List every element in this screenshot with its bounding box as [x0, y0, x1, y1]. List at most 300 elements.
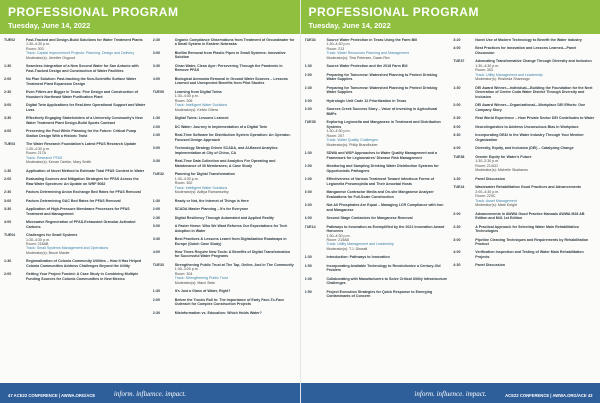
- session-code: TUE03: [4, 142, 16, 147]
- session-meta: 1:30–4:30 p.m.: [26, 146, 50, 151]
- session-details: [26, 142, 147, 164]
- session-code: 4:30: [453, 263, 461, 268]
- session-code: 2:30: [152, 215, 160, 220]
- session-title: Preserving the Pool While Planning for the Future: Critical Pump Station Design With a Historic Twist: [26, 129, 137, 138]
- session-item: [453, 185, 596, 207]
- session-item: [305, 38, 448, 60]
- page-number: 47 ACE22 CONFERENCE | AWWA.ORG/ACE: [8, 393, 96, 398]
- session-code: 3:00: [453, 124, 461, 129]
- session-details: [475, 250, 596, 259]
- session-item: [4, 220, 147, 229]
- header-banner: [301, 0, 600, 34]
- session-details: [26, 169, 147, 173]
- session-title: Seamless Integration of a New Second Water for San Antonio with Fast-Tracked Design and Construction of Water Facilities: [26, 64, 139, 73]
- page-date: Tuesday, June 14, 2022: [308, 21, 391, 30]
- session-details: [327, 99, 448, 103]
- session-details: [475, 103, 596, 112]
- session-code: 2:30: [152, 133, 160, 138]
- session-item: [453, 116, 596, 120]
- session-code: 2:30: [304, 276, 312, 281]
- session-item: [305, 190, 448, 199]
- session-item: [153, 133, 296, 142]
- session-item: [153, 64, 296, 73]
- session-track: Track: Water Quality Challenges: [326, 138, 378, 143]
- session-item: [305, 255, 448, 259]
- session-item: [153, 263, 296, 285]
- session-details: [175, 224, 296, 233]
- session-item: [453, 263, 596, 267]
- session-title: SDWA and WSP Approaches to Water Quality Management and a Framework for Legionnaires' Disease Risk Management: [326, 151, 438, 160]
- session-details: [175, 146, 296, 155]
- session-title: Hydrologic Unit Code 12 Prioritization in Texas: [326, 98, 407, 103]
- session-details: [475, 212, 596, 221]
- session-item: [453, 125, 596, 129]
- session-item: [453, 103, 596, 112]
- session-details: [327, 255, 448, 259]
- session-code: 2:00: [152, 124, 160, 129]
- session-details: [175, 298, 296, 307]
- session-title: Factors Determining Anion Exchange Bed Rates for PFAS Removal: [26, 190, 141, 195]
- session-meta: Room: 215AB: [326, 237, 349, 242]
- session-details: [327, 177, 448, 186]
- session-meta: 1:30–4:30 p.m.: [26, 237, 50, 242]
- session-meta: 1:30–4:30 p.m.: [26, 42, 50, 47]
- session-details: [175, 133, 296, 142]
- session-details: [327, 38, 448, 60]
- session-code: 2:00: [4, 177, 12, 182]
- session-title: Biological Ammonia Removal in Ground Water Sources – Lessons Learned and Unexpected Benefits from Pilot Studies: [174, 76, 288, 86]
- session-code: 2:00: [453, 103, 461, 108]
- session-item: [305, 203, 448, 212]
- session-details: [175, 250, 296, 259]
- session-details: [175, 172, 296, 194]
- session-title: Factors Determining GAC Bed Rates for PFAS Removal: [26, 198, 121, 203]
- session-item: [305, 99, 448, 103]
- session-code: 3:00: [4, 103, 12, 108]
- session-code: 3:00: [152, 224, 160, 229]
- session-code: 1:30: [453, 176, 461, 181]
- session-details: [327, 86, 448, 95]
- session-details: [175, 77, 296, 86]
- session-code: TUE33: [152, 262, 164, 267]
- session-item: [153, 77, 296, 86]
- session-code: TUE32: [152, 172, 164, 177]
- session-item: [4, 38, 147, 60]
- session-title: Digital Resiliency Through Automated and Applied Reality: [174, 215, 274, 220]
- session-meta: 1:30–4:30 p.m.: [174, 94, 199, 99]
- session-details: [327, 264, 448, 273]
- session-title: Diversity, Equity, and Inclusion (DEI) – Catalyzing Change: [475, 146, 574, 151]
- session-details: [26, 220, 147, 229]
- session-title: Microwave Regeneration of PFAS-Exhausted Granular Activated Carbons: [26, 220, 136, 229]
- session-item: [153, 216, 296, 220]
- session-item: [453, 86, 596, 99]
- session-title: A Faster Horse: Who We Want Reforms Our Expectations for Tech Adoption in Water: [174, 224, 288, 233]
- session-meta: Room: 229C: [475, 194, 496, 199]
- session-title: Wastewater Rehabilitation Good Practices and Advancements: [475, 185, 582, 190]
- session-track: Track: Strengthening Public Trust: [174, 276, 228, 281]
- session-code: 3:30: [152, 159, 160, 164]
- session-code: 4:00: [152, 249, 160, 254]
- session-details: [26, 77, 147, 86]
- session-code: 2:30: [453, 116, 461, 121]
- session-title: Strengthening Public Trust at The Tap, Online, And in The Community: [174, 262, 294, 267]
- session-title: Panel Discussion: [475, 263, 506, 268]
- session-code: 1:30: [4, 168, 12, 173]
- session-code: 3:00: [304, 190, 312, 195]
- session-title: Verification Inspection and Testing of Water Main Rehabilitation Projects: [475, 250, 584, 259]
- session-item: [453, 46, 596, 55]
- session-code: 4:00: [453, 46, 461, 51]
- session-item: [453, 155, 596, 173]
- session-meta: Room: 303: [26, 46, 44, 51]
- session-track: Track: Small Systems Management and Operations: [26, 246, 109, 251]
- session-item: [153, 38, 296, 47]
- session-code: 2:30: [4, 90, 12, 95]
- session-details: [475, 86, 596, 99]
- session-title: Second Stage Contactors for Manganese Removal: [326, 216, 413, 221]
- session-code: 2:00: [304, 164, 312, 169]
- session-track: Track: Utility Management and Leadership: [475, 72, 543, 77]
- session-title: Effectively Engaging Stakeholders of a University Community's New Water Treatment Plant Design-Build Sports Contract: [26, 116, 143, 125]
- session-meta: Room: 216AB: [26, 241, 49, 246]
- tagline: inform. influence. impact.: [414, 390, 487, 398]
- session-details: [26, 207, 147, 216]
- session-code: 2:50: [304, 289, 312, 294]
- session-code: 1:30: [4, 64, 12, 69]
- session-details: [175, 51, 296, 60]
- session-details: [175, 311, 296, 315]
- session-title: Sources Creek Success Story – Value of Investing in Agricultural BMPs: [326, 107, 438, 116]
- session-title: Getting Your Project Funded: A Case Study in Combining Multiple Funding Sources for Colonia Communities in New Mexico: [26, 272, 139, 281]
- session-title: The Water Research Foundation's Latest PFAS Research Update: [26, 142, 137, 147]
- session-meta: 1:30–2:30 p.m.: [475, 159, 500, 164]
- session-meta: Moderator(s): Michelle Skarlanes: [475, 168, 528, 173]
- session-item: [4, 233, 147, 255]
- session-title: Exploring Legionella and Manganese in Treatment and Distribution Systems: [326, 120, 441, 129]
- session-item: [453, 146, 596, 150]
- session-title: Technology Strategy Driven SCADA, and AI-Based Analytics Implementation at City of Chino, CA: [174, 146, 278, 155]
- session-item: [4, 190, 147, 194]
- session-track: Track: Asset Management: [475, 198, 517, 203]
- session-item: [305, 177, 448, 186]
- session-title: Source Water Protection in Texas Using the Farm Bill: [326, 38, 418, 42]
- session-meta: Moderator(s): Bruce Macler: [26, 250, 70, 255]
- session-code: 3:00: [453, 237, 461, 242]
- session-code: TUE24: [453, 185, 465, 190]
- session-item: [305, 164, 448, 173]
- session-meta: Room: 207: [326, 133, 345, 138]
- session-details: [175, 116, 296, 120]
- session-title: Introduction: Pathways to Innovation: [326, 255, 390, 260]
- session-details: [26, 272, 147, 281]
- session-details: [327, 203, 448, 212]
- session-item: [453, 212, 596, 221]
- session-details: [327, 277, 448, 286]
- session-item: [453, 225, 596, 234]
- header-banner: [0, 0, 300, 34]
- session-meta: Moderator(s): T.J. Dinwall: [326, 246, 368, 251]
- session-title: Challenges for Small Systems: [26, 233, 78, 238]
- session-title: Before the Trucks Roll In: The Importance of Early Face-To-Face Outreach for Complex Construction Projects: [174, 297, 285, 307]
- session-item: [4, 103, 147, 112]
- session-meta: 1:30–4:30 p.m.: [326, 129, 351, 134]
- session-code: 2:00: [453, 211, 461, 216]
- session-details: [26, 177, 147, 186]
- session-code: 3:30: [304, 107, 312, 112]
- session-title: Gender Equity for Water's Future: [475, 154, 532, 159]
- session-code: 2:30: [304, 177, 312, 182]
- session-details: [26, 190, 147, 194]
- session-details: [475, 59, 596, 81]
- session-details: [475, 116, 596, 120]
- session-code: 3:30: [4, 207, 12, 212]
- session-details: [26, 259, 147, 268]
- session-code: 3:00: [152, 146, 160, 151]
- session-code: 1:30: [453, 85, 461, 90]
- session-meta: Moderator(s): Aditya Ramamurthy: [174, 190, 229, 195]
- session-title: Collaborating with Manufacturers to Solve Critical Utility Infrastructure Challenges: [326, 276, 448, 286]
- session-meta: Room: 214CD: [475, 163, 499, 168]
- session-title: SCADA Master Planning – It's for Everyone: [174, 207, 249, 212]
- session-item: [305, 290, 448, 299]
- session-details: [327, 64, 448, 68]
- session-item: [305, 151, 448, 160]
- session-title: Digital Twins: Lessons Learned: [174, 116, 229, 121]
- session-item: [153, 146, 296, 155]
- session-item: [153, 125, 296, 129]
- session-item: [153, 207, 296, 211]
- right-column-1: [305, 38, 448, 381]
- session-title: Best Practices & Lessons Learnt from Digitalization Roadmaps in Europe (Dutch Case Study): [174, 237, 287, 246]
- session-details: [475, 125, 596, 129]
- session-title: Ready or Not, the Internet of Things is Here: [174, 198, 249, 203]
- session-code: TUE05: [152, 89, 164, 94]
- page-date: Tuesday, June 14, 2022: [8, 21, 91, 30]
- session-title: Effectiveness of Various Treatment Toward Infectious Forms of Legionella Pneumophila and Their Amoebal Hosts: [326, 177, 435, 186]
- session-item: [4, 64, 147, 73]
- session-item: [453, 59, 596, 81]
- session-details: [26, 129, 147, 138]
- session-item: [153, 250, 296, 259]
- session-details: [26, 38, 147, 60]
- session-item: [453, 238, 596, 247]
- session-meta: 1:30–4:30 p.m.: [326, 42, 351, 47]
- session-code: 4:00: [4, 129, 12, 134]
- session-code: 1:30: [304, 64, 312, 69]
- session-details: [475, 238, 596, 247]
- session-item: [453, 250, 596, 259]
- session-meta: 2:00–4:30 p.m.: [475, 189, 500, 194]
- right-column-2: [453, 38, 596, 381]
- session-item: [4, 272, 147, 281]
- session-details: [175, 237, 296, 246]
- session-code: 2:30: [152, 38, 160, 42]
- session-details: [475, 146, 596, 150]
- session-item: [153, 90, 296, 112]
- session-item: [153, 159, 296, 168]
- session-code: 3:30: [152, 63, 160, 68]
- session-code: 1:30: [4, 259, 12, 264]
- session-details: [327, 190, 448, 199]
- session-item: [4, 142, 147, 164]
- session-code: 2:00: [152, 297, 160, 302]
- session-code: 2:00: [152, 207, 160, 212]
- session-code: 2:00: [304, 72, 312, 77]
- session-details: [475, 263, 596, 267]
- session-code: 1:30: [152, 289, 160, 294]
- left-column-1: [4, 38, 147, 381]
- session-title: Biofilm Removal from Plastic Pipes in Small Systems: Innovative Solution: [174, 50, 286, 60]
- session-meta: Room: 302: [174, 181, 193, 186]
- session-meta: 1:30–4:30 p.m.: [326, 233, 351, 238]
- session-details: [327, 164, 448, 173]
- session-title: Advancements in AWWA Good Practice Manuals AWWA M28 AB Edition and M41 1st Edition: [475, 211, 585, 221]
- session-title: Advocating Transformative Change Through Diversity and Inclusion: [475, 59, 592, 64]
- session-code: 3:00: [152, 50, 160, 55]
- session-code: 3:20: [453, 38, 461, 42]
- session-details: [175, 90, 296, 112]
- session-details: [475, 133, 596, 142]
- session-item: [4, 129, 147, 138]
- session-item: [4, 199, 147, 203]
- session-code: 4:00: [453, 146, 461, 151]
- session-code: 1:30: [304, 255, 312, 260]
- session-title: Fast-Tracked and Design-Build Solutions for Water Treatment Plants: [26, 38, 143, 42]
- session-title: Not All Phosphates Are Equal – Managing LCR Compliance with Iron and Manganese: [326, 203, 444, 212]
- session-title: Evaluating Sources and Mitigation Strategies for PFAS Across the Raw Water Spectrum: An Update on WRF 5082: [26, 177, 139, 186]
- footer-bar: [301, 383, 600, 403]
- session-title: Real-Time Data Collection and Analytics For Operating and Maintenance of 30 Membranes; A Case Study: [174, 159, 276, 168]
- session-code: TUE38: [453, 154, 465, 159]
- session-title: Misinformation vs. Education: Which Holds Water?: [174, 310, 262, 315]
- session-item: [153, 311, 296, 315]
- session-details: [475, 185, 596, 207]
- session-details: [175, 64, 296, 73]
- session-title: Panel Discussion: [475, 176, 506, 181]
- session-item: [453, 133, 596, 142]
- page-title: PROFESSIONAL PROGRAM: [308, 5, 479, 19]
- session-item: [4, 169, 147, 173]
- session-meta: 1:30–4:30 p.m.: [475, 63, 500, 68]
- session-details: [175, 125, 296, 129]
- session-track: Track: Research PFAS: [26, 155, 63, 160]
- session-title: Neurolinguistics to Address Unconscious Bias in Workplace: [475, 124, 579, 129]
- session-item: [4, 116, 147, 125]
- footer-bar: [0, 383, 300, 403]
- session-code: 3:30: [453, 133, 461, 138]
- session-item: [153, 289, 296, 293]
- session-details: [327, 120, 448, 147]
- session-title: Regionalization of Colonia Community Utilities – How It Has Helped Colonia Communities Address Challenges Beyond the Utility: [26, 259, 142, 268]
- session-details: [327, 107, 448, 116]
- tagline: inform. influence. impact.: [113, 390, 187, 398]
- session-title: Planning for Digital Transformation: [174, 172, 235, 177]
- session-details: [475, 38, 596, 42]
- session-code: 3:30: [152, 237, 160, 242]
- session-item: [305, 225, 448, 252]
- session-code: 2:00: [4, 272, 12, 277]
- session-meta: Room: 213: [326, 46, 345, 51]
- session-meta: Room: 206: [174, 98, 193, 103]
- session-details: [327, 151, 448, 160]
- session-meta: Moderator(s): Jennifer Osgood: [26, 55, 75, 60]
- session-code: TUE34: [304, 38, 316, 42]
- session-item: [305, 73, 448, 82]
- session-item: [453, 38, 596, 42]
- session-code: TUE37: [453, 59, 465, 64]
- session-track: Track: Intelligent Water Solutions: [174, 103, 228, 108]
- session-code: 4:00: [304, 216, 312, 221]
- page-title: PROFESSIONAL PROGRAM: [8, 5, 179, 19]
- session-details: [26, 233, 147, 255]
- session-title: A Practical Approach for Selecting Water Main Rehabilitation Technologies: [475, 224, 579, 234]
- session-details: [475, 46, 596, 55]
- session-meta: Moderator(s): Philip Brandhuber: [326, 142, 378, 147]
- session-item: [4, 177, 147, 186]
- session-item: [4, 207, 147, 216]
- session-meta: Room: 303: [475, 68, 493, 73]
- session-code: 2:30: [152, 310, 160, 315]
- session-code: TUE02: [4, 38, 16, 42]
- session-item: [153, 224, 296, 233]
- session-item: [153, 298, 296, 307]
- session-item: [305, 277, 448, 286]
- session-code: 2:30: [4, 190, 12, 195]
- session-item: [153, 237, 296, 246]
- session-meta: 1:30–3:00 p.m.: [174, 267, 199, 272]
- session-title: Novel Use of Modern Technology to Benefit the Water Industry: [475, 38, 582, 42]
- session-details: [175, 216, 296, 220]
- session-item: [305, 86, 448, 95]
- session-details: [26, 199, 147, 203]
- session-title: Project Execution Strategies for Quick Response to Emerging Contaminants of Concern: [326, 289, 433, 299]
- session-title: Application of High-Pressure Membrane Processes for PFAS Treatment and Management: [26, 207, 130, 216]
- session-code: 4:00: [4, 220, 12, 225]
- session-meta: Moderator(s): Mark Knight: [475, 203, 517, 208]
- session-title: Preparing for Tomorrow: Watershed Planning to Protect Drinking Water Supplies: [326, 85, 438, 95]
- session-code: 3:30: [304, 203, 312, 208]
- session-item: [305, 107, 448, 116]
- session-code: 3:00: [304, 98, 312, 103]
- session-track: Track: Capital Improvement Projects: Planning, Design and Delivery: [26, 51, 135, 56]
- left-column-2: [153, 38, 296, 381]
- session-title: How Times Require New Tools: A Benefits of Digital Transformation for Successful Water Programs: [174, 249, 290, 259]
- session-meta: 1:30–4:30 p.m.: [174, 176, 199, 181]
- session-code: 3:00: [4, 198, 12, 203]
- session-title: Incorporating DE&I in the Water Industry Through Your Member Organization: [475, 133, 584, 142]
- session-item: [153, 116, 296, 120]
- session-title: Monitoring and Sampling Drinking Water Distribution Systems for Opportunistic Pathogens: [326, 164, 439, 173]
- session-meta: Moderator(s): Kelvin Gitera: [174, 107, 218, 112]
- session-title: Pipeline Cleaning Techniques and Requirements by Rehabilitation Product: [475, 237, 589, 246]
- session-code: 2:30: [304, 85, 312, 90]
- session-item: [153, 199, 296, 203]
- session-title: Digital Twin Applications for Real-time Operational Support and Water Loss: [26, 103, 146, 112]
- session-code: 4:00: [152, 76, 160, 81]
- session-title: Real World Experience – How Private Sector DEI Contributes to Water: [475, 116, 595, 121]
- session-item: [4, 90, 147, 99]
- session-details: [175, 207, 296, 211]
- session-item: [153, 51, 296, 60]
- session-details: [475, 225, 596, 234]
- session-details: [327, 225, 448, 252]
- session-title: Pathways to Innovation as Exemplified by the 2021 Innovation Award Honorees: [326, 224, 445, 234]
- session-meta: Room: 304: [174, 271, 193, 276]
- session-meta: Moderator(s): Marci Stein: [174, 280, 216, 285]
- session-code: 1:50: [304, 263, 312, 268]
- session-details: [175, 263, 296, 285]
